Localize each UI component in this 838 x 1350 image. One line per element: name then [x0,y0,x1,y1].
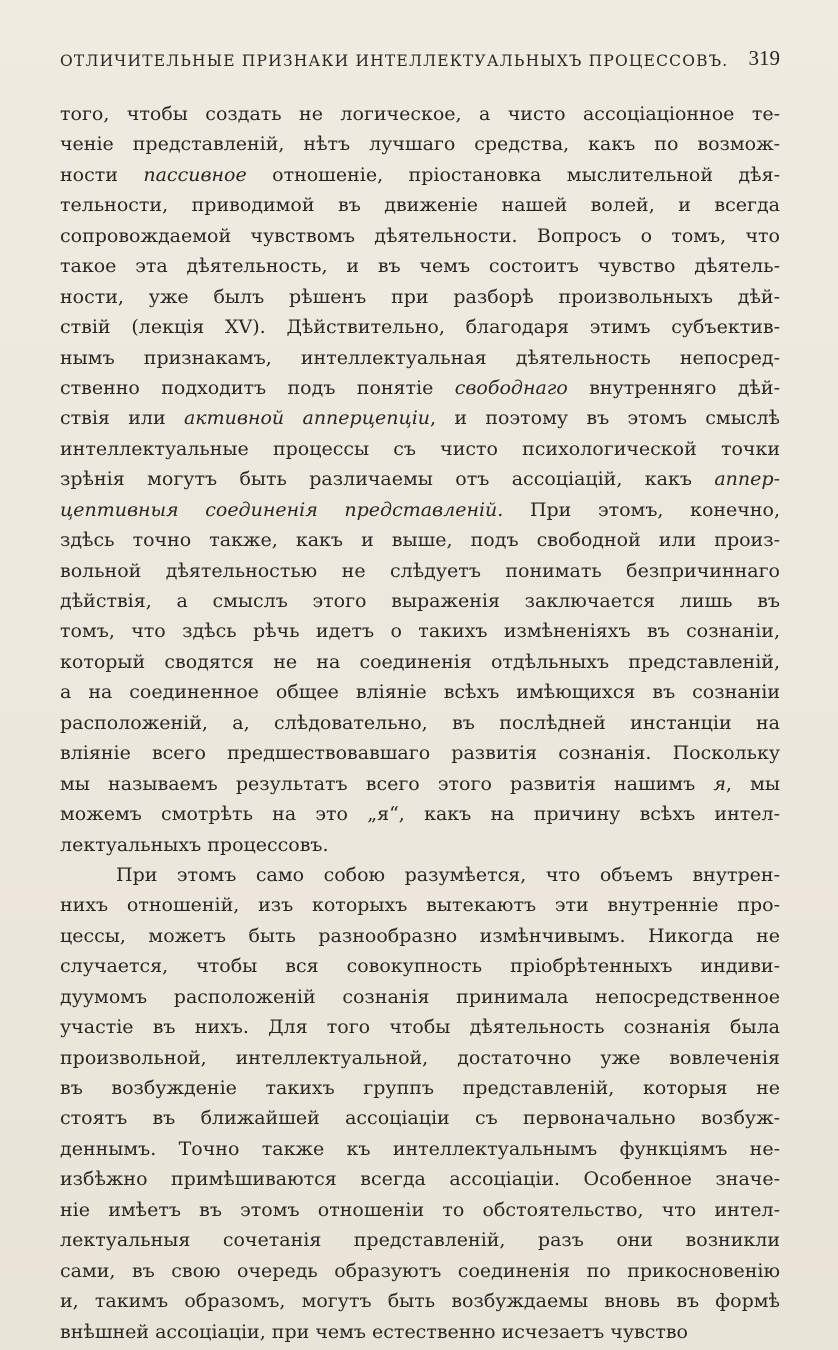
text-line [60,1134,780,1164]
text-run: тельности, приводимой въ движеніе нашей волей, и всегда [60,194,780,217]
text-line [60,160,780,190]
text-run: ствій (лекція XV). Дѣйствительно, благодаря этимъ субъектив- [60,316,780,339]
text-run: случается, чтобы вся совокупность пріобрѣтенныхъ индиви- [60,955,780,978]
text-run: мы называемъ результатъ всего этого развитія нашимъ [60,772,714,795]
text-run: При этомъ само собою разумѣется, что объемъ внутрен- [116,863,780,886]
text-run: отношеніе, пріостановка мыслительной дѣя- [246,163,780,186]
text-line [60,708,780,738]
running-title: ОТЛИЧИТЕЛЬНЫЕ ПРИЗНАКИ ИНТЕЛЛЕКТУАЛЬНЫХЪ ПРОЦЕССОВЪ. [60,52,729,70]
text-run: ственно подходитъ подъ понятіе [60,376,455,399]
text-run: ченіе представленій, нѣтъ лучшаго средства, какъ по возмож- [60,133,780,156]
text-run: лектуальныя сочетанія представленій, разъ они возникли [60,1229,780,1252]
text-line [60,1195,780,1225]
text-line [60,860,780,890]
text-run: интеллектуальные процессы съ чисто психологической точки [60,437,780,460]
text-line [60,1012,780,1042]
text-run: избѣжно примѣшиваются всегда ассоціаціи. Особенное значе- [60,1168,780,1191]
text-run: деннымъ. Точно также къ интеллектуальнымъ функціямъ не- [60,1137,780,1160]
text-run: нихъ отношеній, изъ которыхъ вытекаютъ эти внутренніе про- [60,894,780,917]
text-line [60,982,780,1012]
text-line [60,1286,780,1316]
text-line [60,586,780,616]
italic-text-run: свободнаго [454,376,568,399]
text-line [60,1043,780,1073]
text-run: нымъ признакамъ, интеллектуальная дѣятельность непосред- [60,346,780,369]
text-run: ности [60,163,144,186]
text-line [60,1103,780,1133]
text-run: который сводятся не на соединенія отдѣльныхъ представленій, [60,650,780,673]
text-line [60,1317,780,1347]
text-run: такое эта дѣятельность, и въ чемъ состоитъ чувство дѣятель- [60,255,780,278]
text-line [60,1073,780,1103]
text-line [60,799,780,829]
text-run: участіе въ нихъ. Для того чтобы дѣятельность сознанія была [60,1016,780,1039]
text-line [60,464,780,494]
text-line [60,1164,780,1194]
text-line [60,556,780,586]
text-line [60,434,780,464]
text-run: вліяніе всего предшествовавшаго развитія сознанія. Поскольку [60,742,780,765]
text-run: а на соединенное общее вліяніе всѣхъ имѣющихся въ сознаніи [60,681,780,704]
text-run: лектуальныхъ процессовъ. [60,833,329,856]
text-run: дѣйствія, а смыслъ этого выраженія заключается лишь въ [60,590,780,612]
text-line [60,677,780,707]
text-line [60,525,780,555]
text-line [60,921,780,951]
text-run: вольной дѣятельностью не слѣдуетъ понимать безпричиннаго [60,559,780,582]
text-run: дуумомъ расположеній сознанія принимала непосредственное [60,985,780,1008]
text-run: При этомъ, конечно, [503,498,780,521]
page-number: 319 [748,46,780,70]
text-line [60,1225,780,1255]
text-line [60,312,780,342]
text-line [60,647,780,677]
text-line [60,343,780,373]
text-run: сопровождаемой чувствомъ дѣятельности. Вопросъ о томъ, что [60,224,780,247]
body-text [60,99,780,1347]
italic-text-run: я [713,772,726,795]
italic-text-run: пассивное [143,163,247,186]
text-run: цессы, можетъ быть разнообразно измѣнчивымъ. Никогда не [60,924,780,947]
text-line [60,373,780,403]
italic-text-run: активной апперцепціи [183,407,431,430]
text-run: произвольной, интеллектуальной, достаточно уже вовлеченія [60,1046,780,1069]
text-line [60,951,780,981]
text-run: расположеній, а, слѣдовательно, въ послѣдней инстанціи на [60,711,780,734]
text-run: , мы [725,772,780,795]
text-run: сами, въ свою очередь образуютъ соединенія по прикосновенію [60,1259,780,1282]
text-line [60,1256,780,1286]
italic-text-run: цептивныя соединенія представленій. [60,498,504,521]
text-run: въ возбужденіе такихъ группъ представленій, которыя не [60,1077,780,1099]
text-line [60,616,780,646]
text-run: можемъ смотрѣть на это „я“, какъ на причину всѣхъ интел- [60,803,780,826]
text-line [60,221,780,251]
text-run: ствія или [60,407,184,430]
text-run: и, такимъ образомъ, могутъ быть возбуждаемы вновь въ формѣ [60,1290,780,1313]
text-run: , и поэтому въ этомъ смыслѣ [430,407,780,430]
text-run: томъ, что здѣсь рѣчь идетъ о такихъ измѣненіяхъ въ сознаніи, [60,620,780,643]
text-line [60,830,780,860]
text-run: того, чтобы создать не логическое, а чисто ассоціаціонное те- [60,103,780,125]
text-line [60,403,780,433]
text-run: внѣшней ассоціаціи, при чемъ естественно исчезаетъ чувство [60,1320,688,1343]
running-header [60,46,780,76]
text-run: внутренняго дѣй- [567,376,780,399]
text-line [60,99,780,129]
text-line [60,282,780,312]
text-run: ніе имѣетъ въ этомъ отношеніи то обстоятельство, что интел- [60,1198,780,1221]
text-line [60,129,780,159]
text-line [60,769,780,799]
text-line [60,495,780,525]
text-run: здѣсь точно также, какъ и выше, подъ свободной или произ- [60,529,780,552]
text-run: ности, уже былъ рѣшенъ при разборѣ произвольныхъ дѣй- [60,285,780,308]
text-run: зрѣнія могутъ быть различаемы отъ ассоціацій, какъ [60,468,715,491]
text-line [60,738,780,768]
text-run: стоятъ въ ближайшей ассоціаціи съ первоначально возбуж- [60,1107,780,1130]
italic-text-run: аппер- [714,468,780,491]
text-line [60,890,780,920]
text-line [60,190,780,220]
text-line [60,251,780,281]
